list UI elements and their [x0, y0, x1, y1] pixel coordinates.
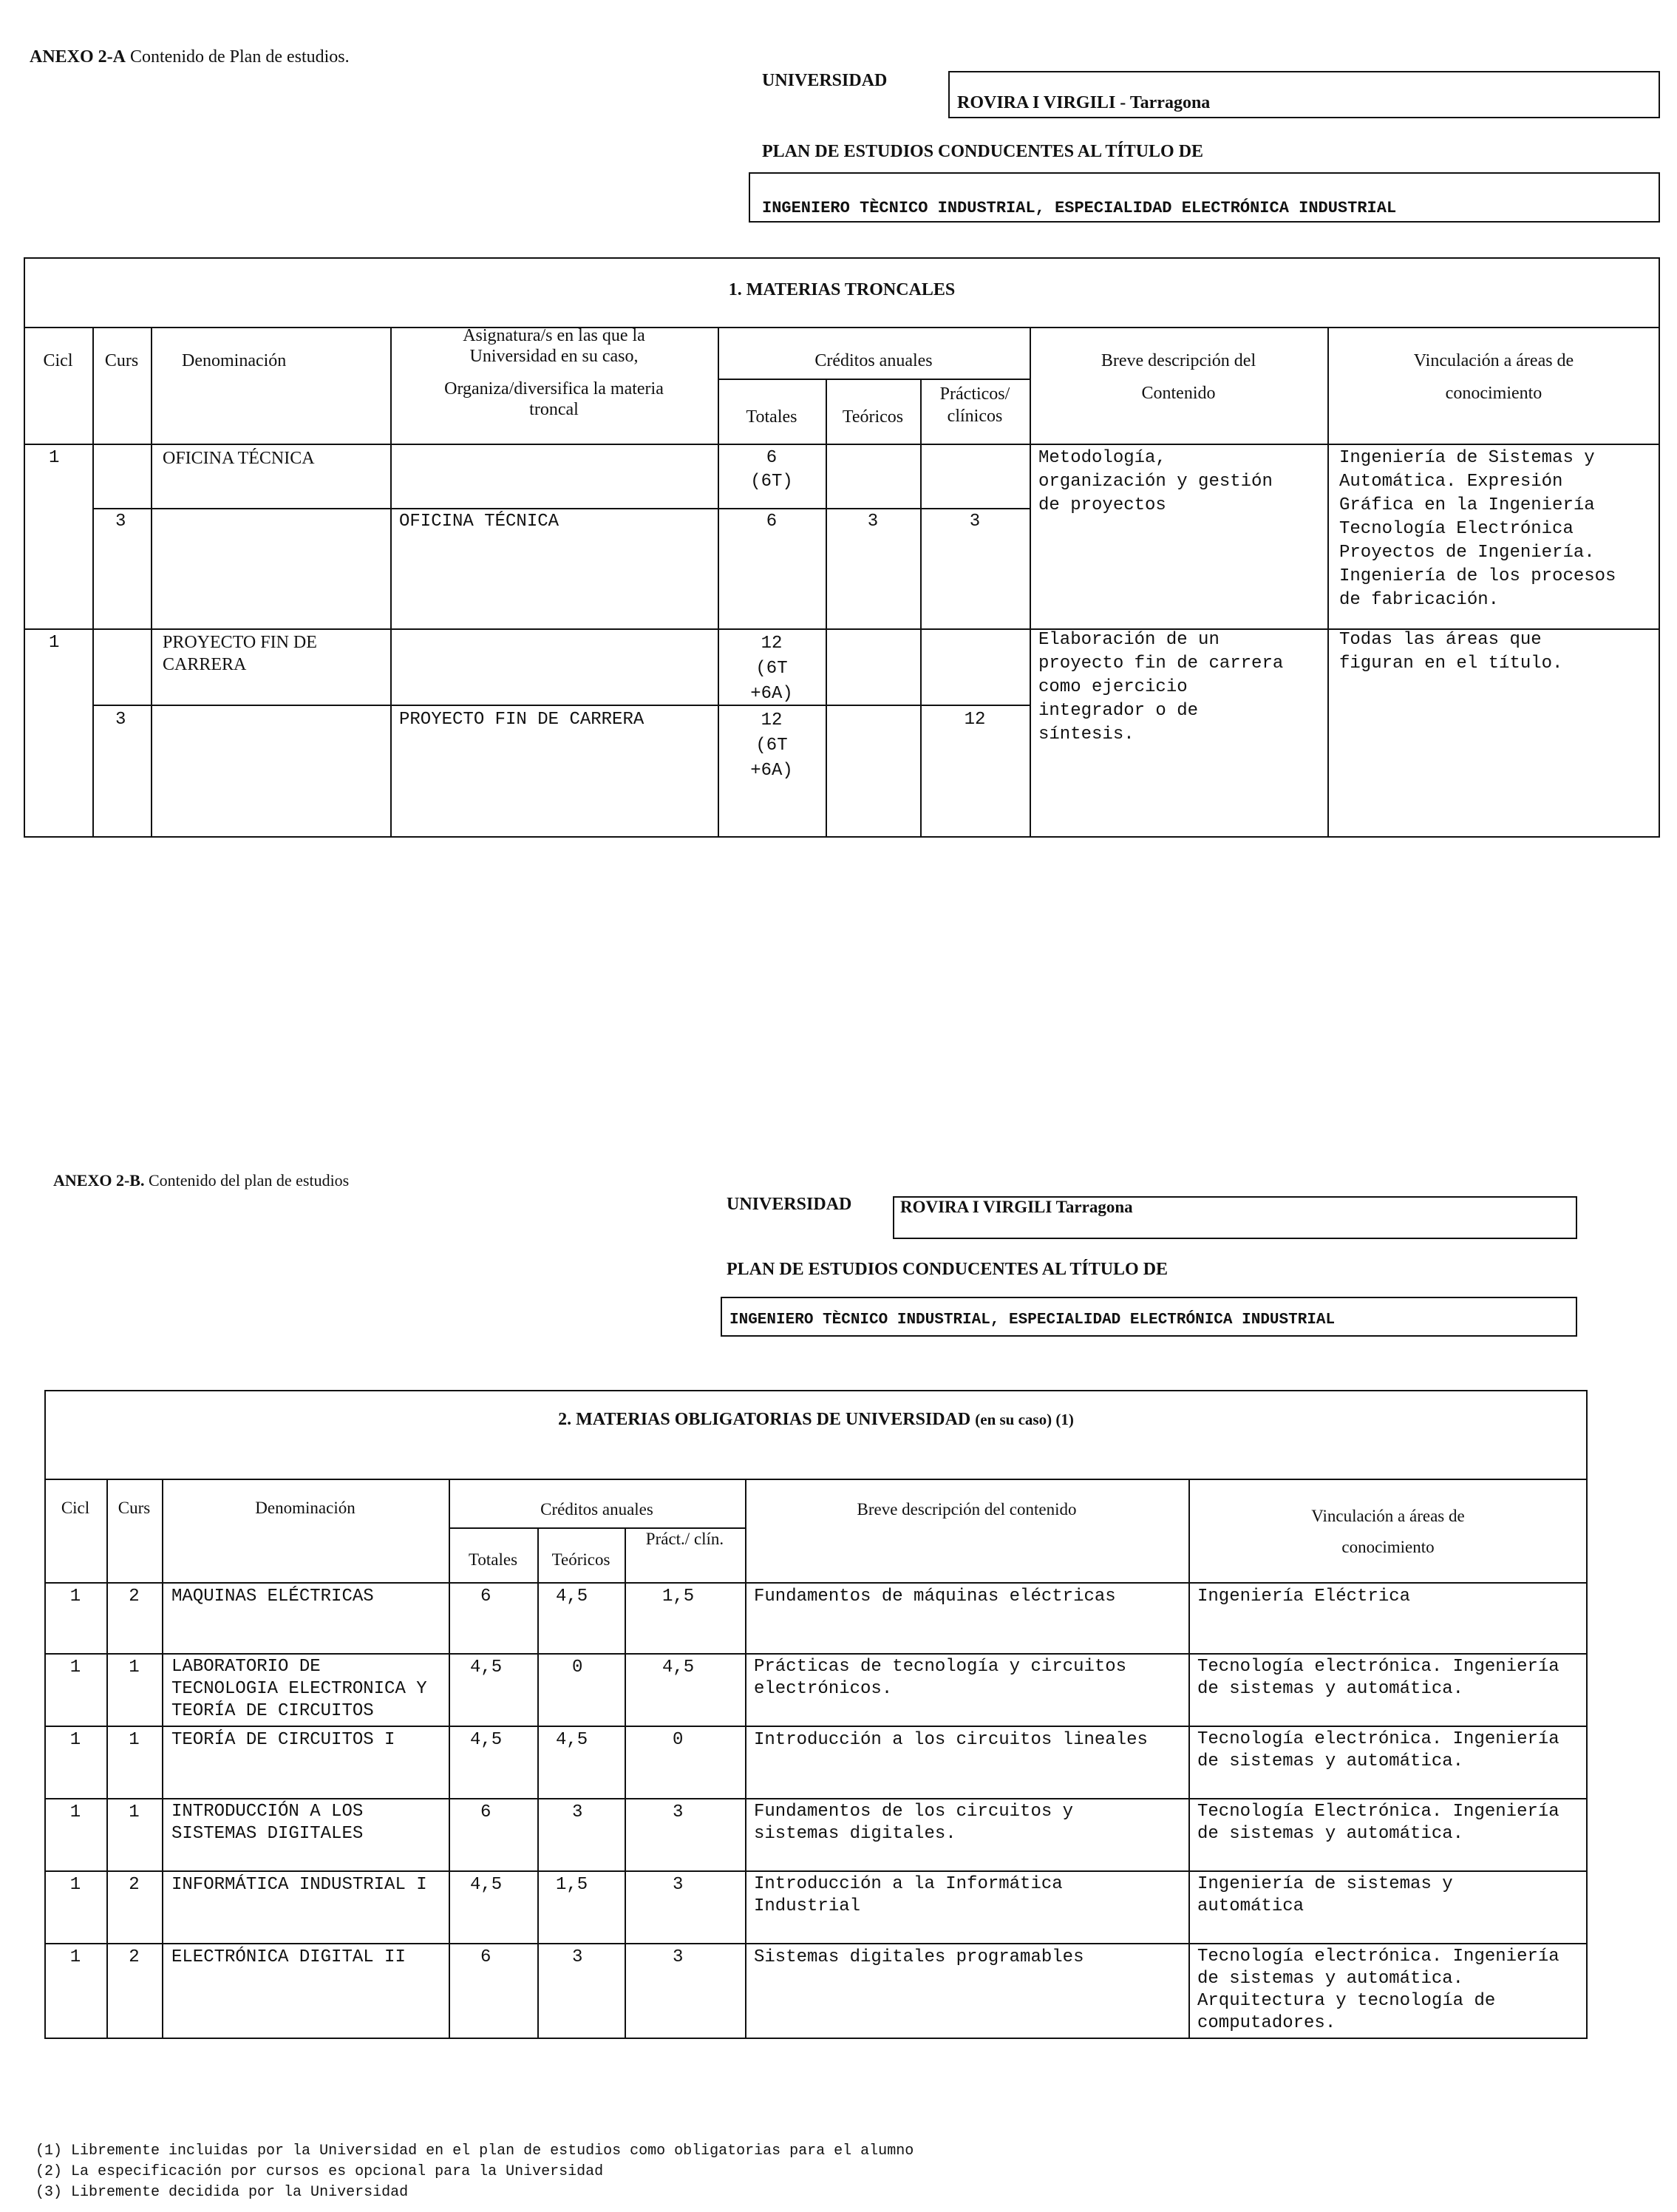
- t2-row-practicos: 1,5: [662, 1587, 695, 1607]
- footnote-1: (1) Libremente incluidas por la Universidad en el plan de estudios como obligatorias para el alumno: [35, 2143, 914, 2160]
- t2-row-cicl: 1: [69, 1875, 81, 1895]
- annex-b-universidad-box: [893, 1196, 1577, 1239]
- t1-header-totales: Totales: [746, 407, 797, 427]
- annex-b-label-code: ANEXO 2-B.: [53, 1171, 145, 1190]
- t2-row-curs: 2: [129, 1947, 140, 1967]
- t1-row1-sub-curs: 3: [115, 512, 126, 532]
- annex-a-plan-label: PLAN DE ESTUDIOS CONDUCENTES AL TÍTULO DE: [762, 142, 1204, 161]
- t2-header-practicos: Práct./ clín.: [645, 1530, 724, 1548]
- t1-header-practicos: [920, 383, 1030, 427]
- t2-row-denominacion: INTRODUCCIÓN A LOS SISTEMAS DIGITALES: [171, 1802, 364, 1844]
- t1-header-asignatura: [390, 325, 718, 420]
- t1-header-asignatura-l4: troncal: [529, 400, 579, 419]
- t2-row-descripcion: Fundamentos de máquinas eléctricas: [754, 1587, 1116, 1607]
- t2-row-practicos: 3: [673, 1947, 684, 1967]
- t2-row-totales: 4,5: [470, 1730, 503, 1750]
- t1-header-asignatura-l2: Universidad en su caso,: [469, 347, 639, 366]
- t1-row2-cicl: 1: [49, 633, 60, 653]
- t2-header-denominacion: Denominación: [255, 1499, 356, 1517]
- t1-header-breve-l2: Contenido: [1141, 384, 1216, 403]
- t2-row-totales: 4,5: [470, 1875, 503, 1895]
- t2-row-vinculacion: Tecnología electrónica. Ingeniería de sistemas y automática. Arquitectura y tecnología de computadores.: [1197, 1947, 1559, 2033]
- t2-row-descripcion: Prácticas de tecnología y circuitos electrónicos.: [754, 1657, 1127, 1699]
- t2-row-denominacion: ELECTRÓNICA DIGITAL II: [171, 1947, 406, 1967]
- t1-row1-sub-teoricos: 3: [867, 512, 879, 532]
- t2-row-descripcion: Sistemas digitales programables: [754, 1947, 1084, 1967]
- footnote-2: (2) La especificación por cursos es opcional para la Universidad: [35, 2163, 604, 2180]
- t2-row-cicl: 1: [69, 1587, 81, 1607]
- t1-header-breve-l1: Breve descripción del: [1101, 351, 1256, 370]
- t2-row-curs: 1: [129, 1730, 140, 1750]
- t2-row-teoricos: 1,5: [556, 1875, 588, 1895]
- t2-row-vinculacion: Tecnología electrónica. Ingeniería de sistemas y automática.: [1197, 1729, 1559, 1771]
- t1-row2-sub-asignatura: PROYECTO FIN DE CARRERA: [399, 710, 644, 730]
- t1-row2-sub-curs: 3: [115, 710, 126, 730]
- t2-row-practicos: 4,5: [662, 1658, 695, 1677]
- footnote-3: (3) Libremente decidida por la Universidad: [35, 2184, 409, 2201]
- t2-header-totales: Totales: [468, 1550, 518, 1569]
- table2-title-main: 2. MATERIAS OBLIGATORIAS DE UNIVERSIDAD: [558, 1410, 971, 1429]
- t2-row-practicos: 3: [673, 1802, 684, 1822]
- t2-header-creditos: Créditos anuales: [540, 1500, 653, 1519]
- t2-row-denominacion: INFORMÁTICA INDUSTRIAL I: [171, 1875, 427, 1895]
- annex-a-label-code: ANEXO 2-A: [30, 47, 126, 67]
- t2-row-teoricos: 0: [572, 1658, 583, 1677]
- annex-b-label: [53, 1171, 349, 1190]
- table1-title: 1. MATERIAS TRONCALES: [728, 280, 956, 299]
- t2-row-teoricos: 3: [572, 1802, 583, 1822]
- t1-row2-sub-practicos: 12: [964, 710, 986, 730]
- t2-row-totales: 6: [480, 1802, 491, 1822]
- t1-row1-sub-practicos: 3: [969, 512, 981, 532]
- t2-row-denominacion: MAQUINAS ELÉCTRICAS: [171, 1587, 374, 1607]
- t2-row-cicl: 1: [69, 1947, 81, 1967]
- annex-a-titulo-value: INGENIERO TÈCNICO INDUSTRIAL, ESPECIALIDAD ELECTRÓNICA INDUSTRIAL: [762, 199, 1397, 217]
- t1-row1-sub-asignatura: OFICINA TÉCNICA: [399, 512, 559, 532]
- t1-row2-vinculacion: Todas las áreas que figuran en el título.: [1339, 630, 1563, 674]
- t1-row1-cicl: 1: [49, 448, 60, 468]
- t2-row-curs: 2: [129, 1875, 140, 1895]
- annex-b-titulo-box: [721, 1297, 1577, 1337]
- t2-row-vinculacion: Ingeniería Eléctrica: [1197, 1587, 1411, 1607]
- t2-row-descripcion: Introducción a los circuitos lineales: [754, 1730, 1148, 1750]
- t2-row-curs: 1: [129, 1802, 140, 1822]
- t2-row-curs: 2: [129, 1587, 140, 1607]
- t1-header-creditos: Créditos anuales: [814, 351, 933, 370]
- t1-row2-totales: 12 (6T +6A): [750, 634, 793, 704]
- t2-row-practicos: 3: [673, 1875, 684, 1895]
- t2-row-totales: 4,5: [470, 1658, 503, 1677]
- t1-row1-descripcion: Metodología, organización y gestión de proyectos: [1038, 448, 1273, 515]
- t2-row-totales: 6: [480, 1947, 491, 1967]
- t1-header-vinc-l1: Vinculación a áreas de: [1413, 351, 1574, 370]
- t2-row-denominacion: LABORATORIO DE TECNOLOGIA ELECTRONICA Y TEORÍA DE CIRCUITOS: [171, 1657, 427, 1721]
- t1-header-curs: Curs: [104, 351, 139, 370]
- t1-row1-totales: 6 (6T): [750, 448, 793, 492]
- t2-header-cicl: Cicl: [61, 1499, 90, 1517]
- t1-header-teoricos: Teóricos: [842, 407, 904, 427]
- t1-row1-vinculacion: Ingeniería de Sistemas y Automática. Expresión Gráfica en la Ingeniería Tecnología Electrónica Proyectos de Ingeniería. Ingeniería de los procesos de fabricación.: [1339, 448, 1616, 610]
- annex-a-universidad-label: UNIVERSIDAD: [762, 71, 888, 90]
- t1-header-asignatura-l1: Asignatura/s en las que la: [463, 326, 645, 345]
- t1-header-vinc-l2: conocimiento: [1445, 384, 1542, 403]
- annex-b-label-text: Contenido del plan de estudios: [148, 1171, 350, 1190]
- annex-a-label: [30, 47, 350, 67]
- t1-row2-denominacion: PROYECTO FIN DE CARRERA: [163, 633, 317, 674]
- t1-header-practicos-l2: clínicos: [947, 407, 1003, 426]
- annex-b-plan-label: PLAN DE ESTUDIOS CONDUCENTES AL TÍTULO DE: [727, 1260, 1169, 1279]
- t1-header-denominacion: Denominación: [182, 351, 287, 370]
- t1-header-breve: [1030, 349, 1327, 405]
- t2-header-curs: Curs: [118, 1499, 151, 1517]
- table2-title: [44, 1408, 1588, 1431]
- t2-header-vinc-l1: Vinculación a áreas de: [1311, 1507, 1465, 1525]
- t2-row-teoricos: 4,5: [556, 1587, 588, 1607]
- t2-row-denominacion: TEORÍA DE CIRCUITOS I: [171, 1730, 395, 1750]
- t2-row-vinculacion: Ingeniería de sistemas y automática: [1197, 1874, 1453, 1916]
- t2-header-breve: Breve descripción del contenido: [857, 1500, 1077, 1519]
- t2-row-cicl: 1: [69, 1802, 81, 1822]
- annex-a-titulo-box: [749, 172, 1660, 223]
- t1-row1-denominacion: OFICINA TÉCNICA: [163, 449, 315, 468]
- t2-row-practicos: 0: [673, 1730, 684, 1750]
- t1-header-vinculacion: [1327, 349, 1660, 405]
- t1-header-asignatura-l3: Organiza/diversifica la materia: [444, 379, 664, 398]
- t2-row-descripcion: Fundamentos de los circuitos y sistemas digitales.: [754, 1802, 1074, 1844]
- t2-header-vinc-l2: conocimiento: [1341, 1538, 1435, 1556]
- t2-row-vinculacion: Tecnología electrónica. Ingeniería de sistemas y automática.: [1197, 1657, 1559, 1699]
- t1-row1-sub-totales: 6: [766, 512, 778, 532]
- t1-row2-sub-totales: 12 (6T +6A): [750, 710, 793, 781]
- annex-b-universidad-value: ROVIRA I VIRGILI Tarragona: [900, 1198, 1133, 1216]
- t2-row-curs: 1: [129, 1658, 140, 1677]
- t2-row-cicl: 1: [69, 1658, 81, 1677]
- t2-header-teoricos: Teóricos: [551, 1550, 610, 1569]
- t1-header-cicl: Cicl: [43, 351, 73, 370]
- t1-header-practicos-l1: Prácticos/: [939, 384, 1010, 404]
- t2-row-cicl: 1: [69, 1730, 81, 1750]
- t1-row2-descripcion: Elaboración de un proyecto fin de carrera como ejercicio integrador o de síntesis.: [1038, 630, 1284, 744]
- annex-a-universidad-box: [948, 71, 1660, 118]
- t2-header-vinculacion: [1188, 1501, 1588, 1563]
- annex-a-universidad-value: ROVIRA I VIRGILI - Tarragona: [957, 93, 1211, 112]
- t2-row-vinculacion: Tecnología Electrónica. Ingeniería de sistemas y automática.: [1197, 1802, 1559, 1844]
- t2-row-descripcion: Introducción a la Informática Industrial: [754, 1874, 1063, 1916]
- annex-b-universidad-label: UNIVERSIDAD: [727, 1195, 852, 1214]
- t2-row-teoricos: 3: [572, 1947, 583, 1967]
- t2-row-totales: 6: [480, 1587, 491, 1607]
- footnotes: [35, 2141, 914, 2203]
- annex-b-titulo-value: INGENIERO TÈCNICO INDUSTRIAL, ESPECIALIDAD ELECTRÓNICA INDUSTRIAL: [729, 1312, 1336, 1329]
- table2-title-note: (en su caso) (1): [975, 1411, 1074, 1428]
- annex-a-label-text: Contenido de Plan de estudios.: [130, 47, 350, 67]
- t2-row-teoricos: 4,5: [556, 1730, 588, 1750]
